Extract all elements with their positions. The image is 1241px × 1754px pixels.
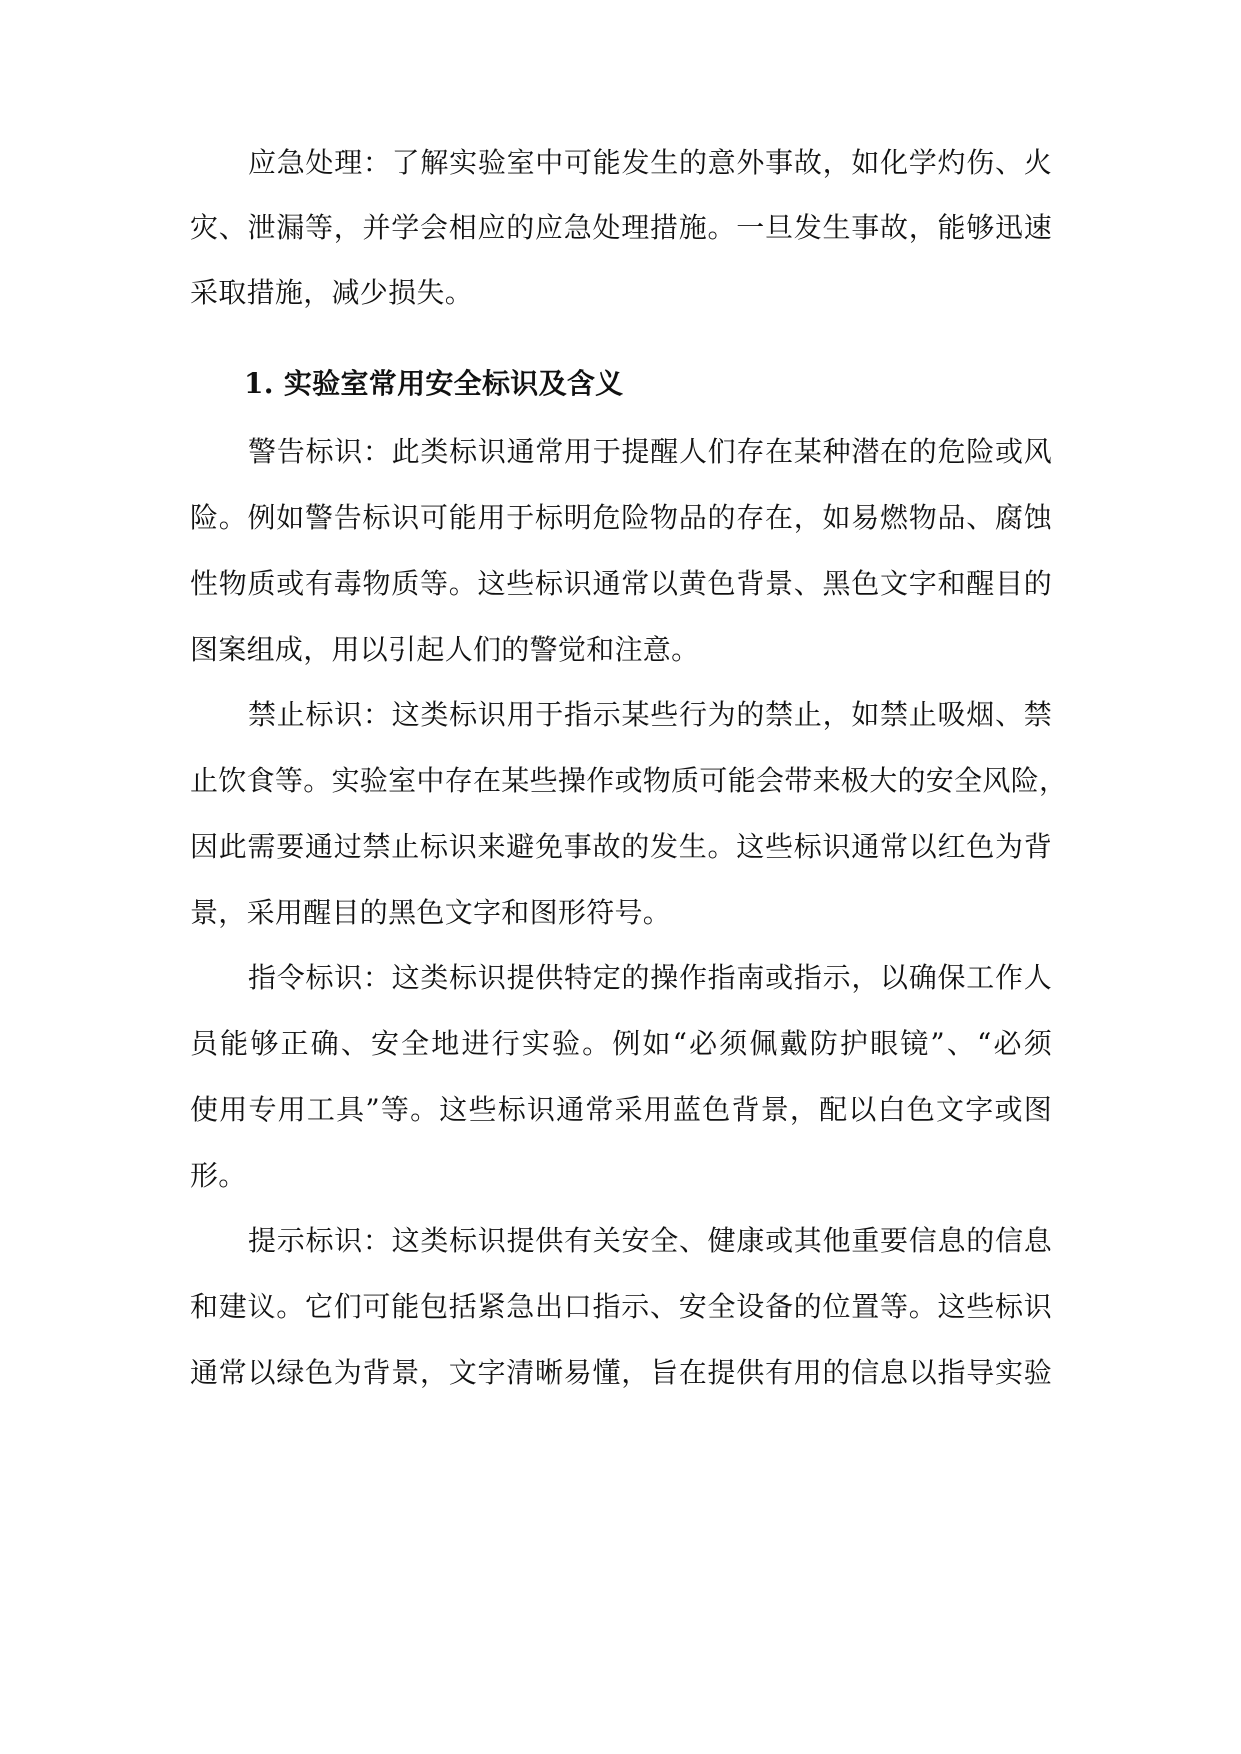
text-line: 应急处理：了解实验室中可能发生的意外事故，如化学灼伤、火 [248, 146, 1052, 179]
text-line: 性物质或有毒物质等。这些标识通常以黄色背景、黑色文字和醒目的 [190, 567, 1052, 600]
text-line: 提示标识：这类标识提供有关安全、健康或其他重要信息的信息 [248, 1224, 1052, 1257]
text-line: 通常以绿色为背景，文字清晰易懂，旨在提供有用的信息以指导实验 [190, 1356, 1052, 1389]
text-line: 形。 [190, 1159, 247, 1192]
text-line: 禁止标识：这类标识用于指示某些行为的禁止，如禁止吸烟、禁 [248, 698, 1052, 731]
section-heading: 1. 实验室常用安全标识及含义 [244, 367, 624, 400]
text-line: 因此需要通过禁止标识来避免事故的发生。这些标识通常以红色为背 [190, 830, 1052, 863]
text-line: 警告标识：此类标识通常用于提醒人们存在某种潜在的危险或风 [248, 435, 1052, 468]
text-line: 员能够正确、安全地进行实验。例如“必须佩戴防护眼镜”、“必须 [190, 1027, 1052, 1060]
text-line: 指令标识：这类标识提供特定的操作指南或指示，以确保工作人 [248, 961, 1052, 994]
text-line: 和建议。它们可能包括紧急出口指示、安全设备的位置等。这些标识 [190, 1290, 1052, 1323]
text-line: 采取措施，减少损失。 [190, 276, 474, 309]
text-line: 止饮食等。实验室中存在某些操作或物质可能会带来极大的安全风险， [190, 764, 1068, 797]
text-line: 使用专用工具”等。这些标识通常采用蓝色背景，配以白色文字或图 [190, 1093, 1052, 1126]
text-line: 险。例如警告标识可能用于标明危险物品的存在，如易燃物品、腐蚀 [190, 501, 1052, 534]
text-line: 灾、泄漏等，并学会相应的应急处理措施。一旦发生事故，能够迅速 [190, 211, 1052, 244]
text-line: 景，采用醒目的黑色文字和图形符号。 [190, 896, 672, 929]
text-line: 图案组成，用以引起人们的警觉和注意。 [190, 633, 700, 666]
